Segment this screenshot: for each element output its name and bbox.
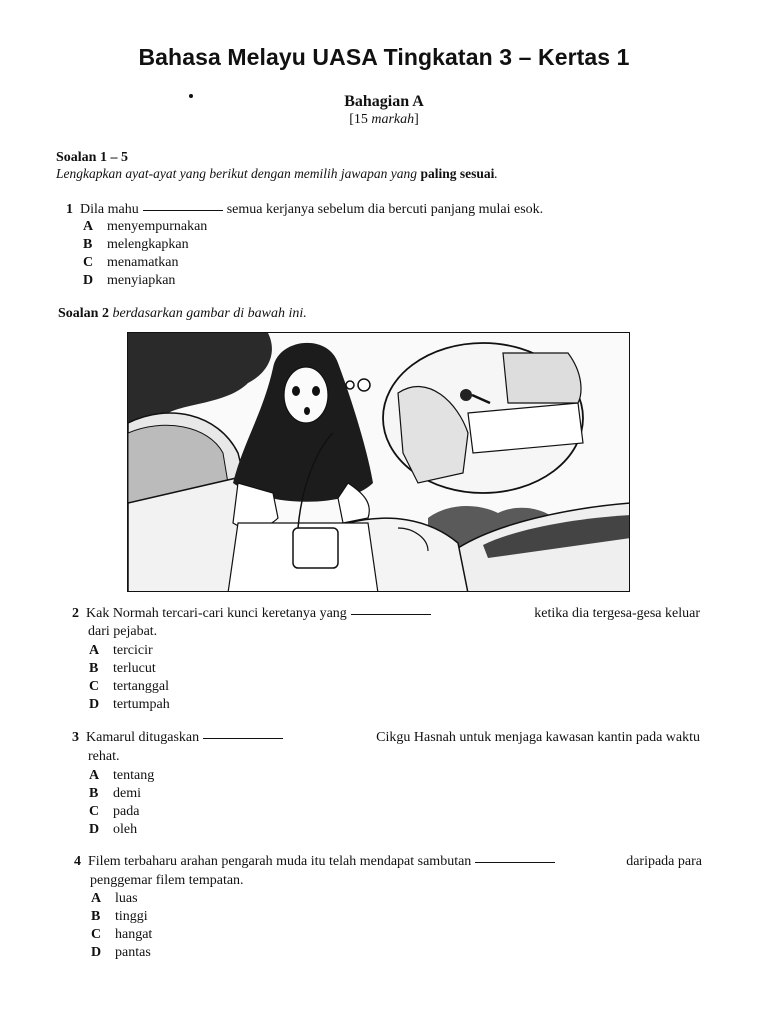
picture-reference-text: Soalan 2 berdasarkan gambar di bawah ini. xyxy=(58,306,307,321)
thought-bubble-medium xyxy=(358,379,370,391)
option-2a[interactable]: A tercicir xyxy=(89,643,153,658)
question-3: 3 Kamarul ditugaskan Cikgu Hasnah untuk menjaga kawasan kantin pada waktu xyxy=(72,730,700,745)
option-3c[interactable]: C pada xyxy=(89,804,140,819)
handbag xyxy=(293,528,338,568)
option-3b[interactable]: B demi xyxy=(89,786,141,801)
illustration-drawing xyxy=(128,333,630,592)
question-2-illustration xyxy=(127,332,630,592)
question-number: 3 xyxy=(72,730,79,745)
option-2d[interactable]: D tertumpah xyxy=(89,697,170,712)
answer-blank xyxy=(351,614,431,615)
question-2-line2: dari pejabat. xyxy=(88,624,158,639)
option-2b[interactable]: B terlucut xyxy=(89,661,156,676)
section-marks: [15 markah] xyxy=(349,112,419,127)
option-1b[interactable]: B melengkapkan xyxy=(83,237,189,252)
woman-eye-right xyxy=(312,386,320,396)
question-2: 2 Kak Normah tercari-cari kunci keretanya yang ketika dia tergesa-gesa keluar xyxy=(72,606,700,621)
question-4: 4 Filem terbaharu arahan pengarah muda itu telah mendapat sambutan daripada para xyxy=(74,854,702,869)
woman-eye-left xyxy=(292,386,300,396)
section-name: Bahagian A xyxy=(344,93,424,110)
question-range-heading: Soalan 1 – 5 xyxy=(56,150,128,165)
option-4b[interactable]: B tinggi xyxy=(91,909,148,924)
question-3-line2: rehat. xyxy=(88,749,120,764)
option-4c[interactable]: C hangat xyxy=(91,927,153,942)
instruction-text: Lengkapkan ayat-ayat yang berikut dengan memilih jawapan yang paling sesuai. xyxy=(56,166,498,181)
page-title: Bahasa Melayu UASA Tingkatan 3 – Kertas 1 xyxy=(138,44,630,70)
thought-window xyxy=(503,353,581,403)
question-number: 4 xyxy=(74,854,81,869)
question-1: 1 Dila mahu semua kerjanya sebelum dia bercuti panjang mulai esok. xyxy=(66,202,544,217)
option-2c[interactable]: C tertanggal xyxy=(89,679,169,694)
section-header xyxy=(0,93,768,128)
answer-blank xyxy=(203,738,283,739)
option-1a[interactable]: A menyempurnakan xyxy=(83,219,208,234)
tree-foliage-left xyxy=(128,333,272,423)
woman-mouth xyxy=(304,407,310,415)
option-1d[interactable]: D menyiapkan xyxy=(83,273,176,288)
answer-blank xyxy=(143,210,223,211)
option-3a[interactable]: A tentang xyxy=(89,768,155,783)
answer-blank xyxy=(475,862,555,863)
option-1c[interactable]: C menamatkan xyxy=(83,255,179,270)
question-number: 1 xyxy=(66,202,73,217)
option-4d[interactable]: D pantas xyxy=(91,945,151,960)
car-keys xyxy=(460,389,472,401)
thought-bubble-small xyxy=(346,381,354,389)
question-number: 2 xyxy=(72,606,79,621)
option-3d[interactable]: D oleh xyxy=(89,822,138,837)
option-4a[interactable]: A luas xyxy=(91,891,138,906)
question-4-line2: penggemar filem tempatan. xyxy=(90,873,244,888)
